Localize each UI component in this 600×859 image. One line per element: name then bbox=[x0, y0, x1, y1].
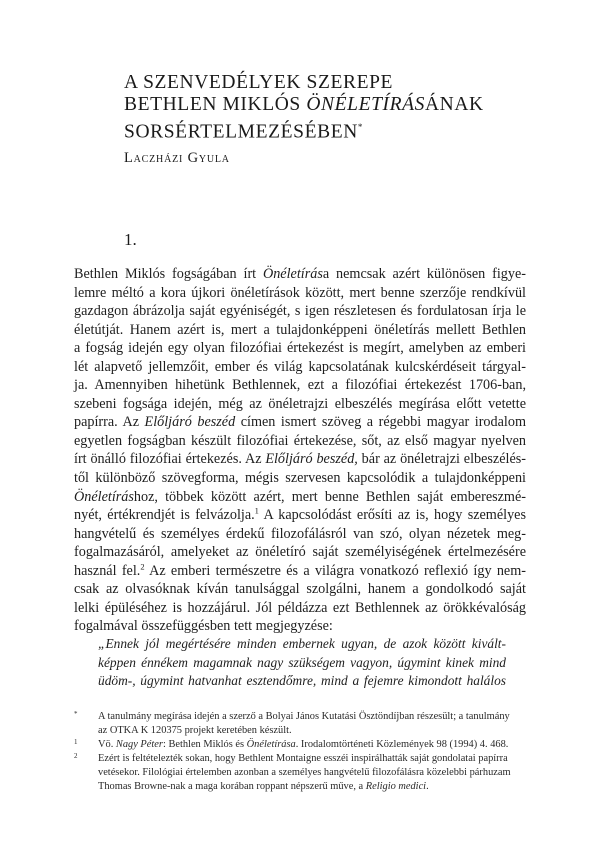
text-line: lemre méltó a kora újkori önéletírások között, mert benne szerzője rendkívül bbox=[74, 284, 526, 301]
footnote-line: Vö. Nagy Péter: Bethlen Miklós és Önéletírása. Irodalomtörténeti Közlemények 98 (1994) 4. 468. bbox=[98, 739, 509, 751]
quote-line: képpen énnékem magamnak nagy szükségem vagyon, úgymint kinek mind bbox=[98, 654, 506, 670]
quote-line: „Ennek jól megértésére minden embernek ugyan, de azok között kivált- bbox=[98, 636, 506, 651]
text-line: fogalmával összefüggésben tett megjegyzése: bbox=[74, 618, 333, 635]
section-heading: 1. bbox=[124, 230, 137, 249]
footnote-mark: 1 bbox=[74, 738, 78, 747]
title-line: A SZENVEDÉLYEK SZEREPE bbox=[124, 72, 394, 93]
text-line: fogalmazásáról, amelyeket az önéletíró saját személyiségének értelmezésére bbox=[74, 544, 526, 561]
text-line: Önéletíráshoz, többek között azért, mert benne Bethlen saját embereszmé- bbox=[74, 488, 526, 505]
text-line: papírra. Az Előljáró beszéd címen ismert szöveg a régebbi magyar irodalom bbox=[74, 414, 526, 431]
body-text bbox=[74, 265, 526, 636]
footnote-marker[interactable]: 2 bbox=[140, 561, 145, 572]
footnote-line: az OTKA K 120375 projekt keretében készült. bbox=[98, 725, 292, 737]
text-line: írt önálló filozófiai értekezés. Az Előljáró beszéd, bár az önéletrajzi elbeszélés- bbox=[74, 451, 527, 468]
footnote-line: vetésekor. Filológiai értelemben azonban a személyes hangvételű filozofálásra közelebbi párhuzam bbox=[98, 767, 511, 779]
text-line: Bethlen Miklós fogságában írt Önéletírása nemcsak azért különösen figye- bbox=[74, 266, 526, 282]
footnote-line: A tanulmány megírása idején a szerző a Bolyai János Kutatási Ösztöndíjban részesült; a tanulmány bbox=[98, 711, 510, 722]
author-name: Laczházi Gyula bbox=[124, 150, 230, 166]
text-line: lelki épüléséhez is hozzájárul. Jól példázza ezt Bethlennek az örökkévalóság bbox=[74, 599, 526, 616]
footnote bbox=[74, 752, 526, 794]
text-line: lét alapvető jellemzőit, ember és világ kapcsolatának kulcskérdéseit tárgyal- bbox=[74, 358, 526, 375]
footnote-mark: * bbox=[74, 710, 78, 718]
title-line: SORSÉRTELMEZÉSÉBEN* bbox=[124, 121, 363, 143]
text-line: től különböző szövegforma, mégis szervesen kapcsolódik a tulajdonképpeni bbox=[74, 470, 526, 487]
text-line: egyetlen fogságban készült filozófiai értekezése, sőt, az első magyar nyelven bbox=[74, 432, 526, 449]
title-line: BETHLEN MIKLÓS ÖNÉLETÍRÁSÁNAK bbox=[124, 94, 484, 115]
footnote-mark: 2 bbox=[74, 752, 78, 761]
footnote-marker[interactable]: 1 bbox=[254, 505, 259, 516]
text-line: csak az olvasóknak kíván tanulsággal szolgálni, hanem a gondolkodó saját bbox=[74, 581, 526, 598]
footnote-line: Ezért is feltételezték sokan, hogy Bethlent Montaigne esszéi inspirálhatták saját gondolatai papírra bbox=[98, 753, 508, 765]
footnote bbox=[74, 738, 526, 752]
article-title bbox=[124, 72, 544, 144]
footnote-marker[interactable]: * bbox=[357, 122, 363, 132]
text-line: szebeni fogsága idején, még az önéletrajzi elbeszélés megírása előtt vetette bbox=[74, 395, 526, 412]
text-line: ja. Amennyiben hihetünk Bethlennek, ezt a filozófiai értekezést 1706-ban, bbox=[74, 377, 526, 394]
text-line: gazdagon ábrázolja saját egyéniségét, s igen részletesen és fordulatosan írja le bbox=[74, 303, 526, 320]
text-line: nyét, értékrendjét is felvázolja.$^1$ A kapcsolódást erősíti az is, hogy személyes bbox=[74, 505, 526, 524]
text-line: életútját. Hanem azért is, mert a tulajdonképpeni önéletírás mellett Bethlen bbox=[74, 321, 526, 338]
footnotes bbox=[74, 710, 526, 795]
text-line: hangvételű és személyes érdekű filozofálásról van szó, olyan nézetek meg- bbox=[74, 525, 526, 542]
footnote-line: Thomas Browne-nak a maga korában roppant népszerű műve, a Religio medici. bbox=[98, 781, 429, 793]
quote-line: üdöm-, úgymint hatvanhat esztendőmre, mind a fejemre kimondott halálos bbox=[98, 673, 506, 688]
text-line: használ fel.$^2$ Az emberi természetre és a világra vonatkozó reflexió így nem- bbox=[74, 561, 526, 579]
footnote bbox=[74, 710, 526, 738]
block-quote bbox=[98, 635, 506, 691]
text-line: a fogság idején egy olyan filozófiai értekezést is megírt, amelyben az emberi bbox=[74, 340, 526, 357]
